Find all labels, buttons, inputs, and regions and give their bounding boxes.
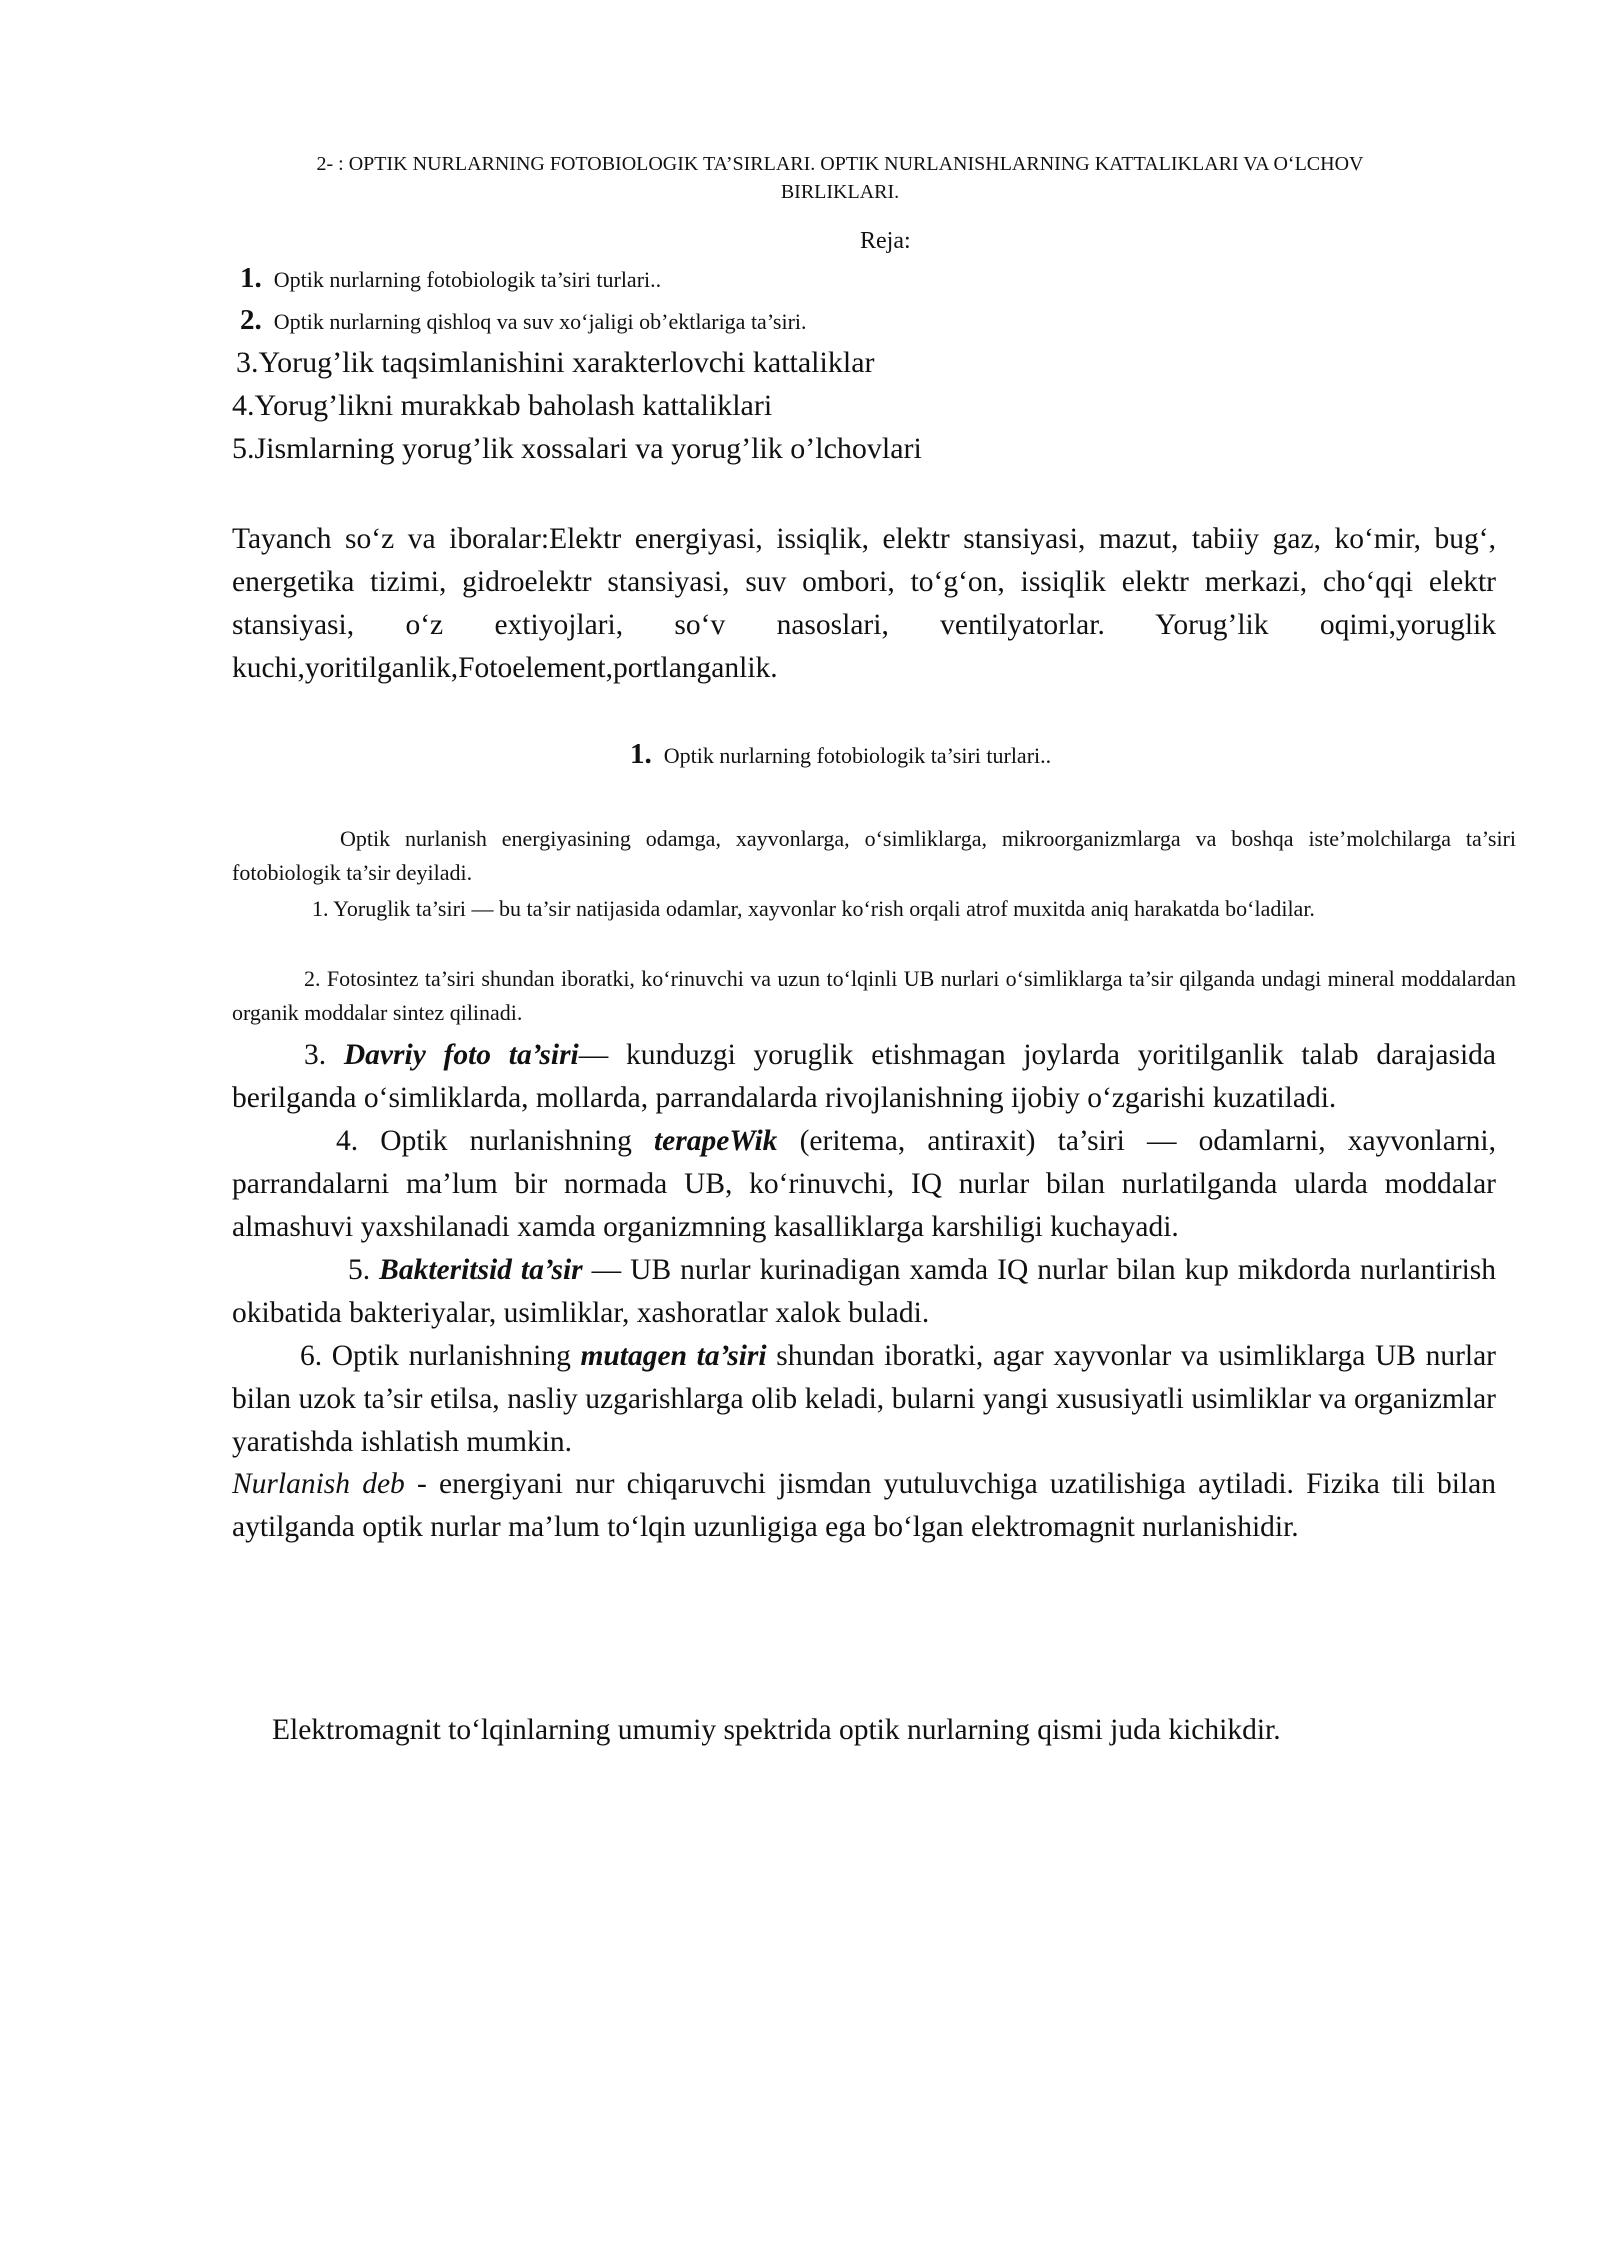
title-line-2: BIRLIKLARI. <box>780 181 900 203</box>
section-heading <box>630 738 1051 771</box>
plan-item-text: Optik nurlarning qishloq va suv xo‘jaligi ob’ektlariga ta’siri. <box>273 309 807 334</box>
definition-text: - energiyani nur chiqaruvchi jismdan yutuluvchiga uzatilishiga aytiladi. Fizika tili bilan aytilganda optik nurlar ma’lum to‘lqin uzunligiga ega bo‘lgan elektromagnit nurlanishidir. <box>232 1468 1496 1543</box>
effect-item-prefix: 4. Optik nurlanishning <box>336 1125 654 1157</box>
effect-item-prefix: 3. <box>304 1039 344 1071</box>
plan-item-4: 4.Yorug’likni murakkab baholash kattaliklari <box>232 389 773 422</box>
plan-item-1 <box>240 262 661 295</box>
effect-item-2: 2. Fotosintez ta’siri shundan iboratki, ko‘rinuvchi va uzun to‘lqinli UB nurlari o‘simliklarga ta’sir qilganda undagi mineral moddalardan organik moddalar sintez qilinadi. <box>232 966 1516 1025</box>
effect-item-6 <box>232 1335 1496 1464</box>
effect-description: — kunduzgi yoruglik etishmagan joylarda yoritilganlik talab darajasida berilganda o‘simliklarda, mollarda, parrandalarda rivojlanishning ijobiy o‘zgarishi kuzatiladi. <box>232 1039 1496 1114</box>
effect-item-1: 1. Yoruglik ta’siri — bu ta’sir natijasida odamlar, xayvonlar ko‘rish orqali atrof muxitda aniq harakatda bo‘ladilar. <box>312 896 1315 921</box>
effect-item-5 <box>232 1249 1496 1335</box>
title-line-1: 2- : OPTIK NURLARNING FOTOBIOLOGIK TA’SIRLARI. OPTIK NURLANISHLARNING KATTALIKLARI VA O‘LCHOV <box>316 153 1364 175</box>
effect-term: mutagen ta’siri <box>580 1340 767 1372</box>
effect-description: (eritema, antiraxit) ta’siri — odamlarni, xayvonlarni, parrandalarni ma’lum bir normada UB, ko‘rinuvchi, IQ nurlar bilan nurlatilganda ularda moddalar almashuvi yaxshilanadi xamda organizmning kasalliklarga karshiligi kuchayadi. <box>232 1125 1496 1243</box>
plan-heading: Reja: <box>860 228 911 254</box>
page-title <box>270 150 1410 206</box>
plan-item-3: 3.Yorug’lik taqsimlanishini xarakterlovchi kattaliklar <box>236 346 875 379</box>
definition-paragraph <box>232 1463 1496 1549</box>
effect-term: Bakteritsid ta’sir <box>379 1254 583 1286</box>
plan-item-number: 1. <box>240 262 262 294</box>
closing-sentence: Elektromagnit to‘lqinlarning umumiy spektrida optik nurlarning qismi juda kichikdir. <box>272 1714 1281 1746</box>
plan-item-2 <box>240 304 807 337</box>
keywords-paragraph: Tayanch so‘z va iboralar:Elektr energiyasi, issiqlik, elektr stansiyasi, mazut, tabiiy gaz, ko‘mir, bug‘, energetika tizimi, gidroelektr stansiyasi, suv ombori, to‘g‘on, issiqlik elektr merkazi, cho‘qqi elektr stansiyasi, o‘z extiyojlari, so‘v nasoslari, ventilyatorlar. Yorug’lik oqimi,yoruglik kuchi,yoritilganlik,Fotoelement,portlanganlik. <box>232 523 1496 684</box>
effect-term: Davriy foto ta’siri <box>343 1039 579 1071</box>
effect-item-4 <box>232 1120 1496 1249</box>
plan-item-number: 2. <box>240 304 262 336</box>
effect-description: shundan iboratki, agar xayvonlar va usimliklarga UB nurlar bilan uzok ta’sir etilsa, nasliy uzgarishlarga olib keladi, bularni yangi xususiyatli usimliklar va organizmlar yaratishda ishlatish mumkin. <box>232 1340 1497 1458</box>
definition-term: Nurlanish deb <box>232 1468 405 1500</box>
intro-paragraph: Optik nurlanish energiyasining odamga, xayvonlarga, o‘simliklarga, mikroorganizmlarga va boshqa iste’molchilarga ta’siri fotobiologik ta’sir deyiladi. <box>232 826 1516 885</box>
plan-item-5: 5.Jismlarning yorug’lik xossalari va yorug’lik o’lchovlari <box>232 432 922 465</box>
effect-item-3 <box>232 1034 1496 1120</box>
effect-item-prefix: 5. <box>348 1254 380 1286</box>
effect-description: — UB nurlar kurinadigan xamda IQ nurlar bilan kup mikdorda nurlantirish okibatida bakteriyalar, usimliklar, xashoratlar xalok buladi. <box>232 1254 1497 1329</box>
plan-item-text: Optik nurlarning fotobiologik ta’siri turlari.. <box>273 267 662 292</box>
effect-item-prefix: 6. Optik nurlanishning <box>300 1340 581 1372</box>
effect-term: terapeWik <box>653 1125 778 1157</box>
section-number: 1. <box>630 738 652 770</box>
section-title: Optik nurlarning fotobiologik ta’siri turlari.. <box>663 743 1052 768</box>
